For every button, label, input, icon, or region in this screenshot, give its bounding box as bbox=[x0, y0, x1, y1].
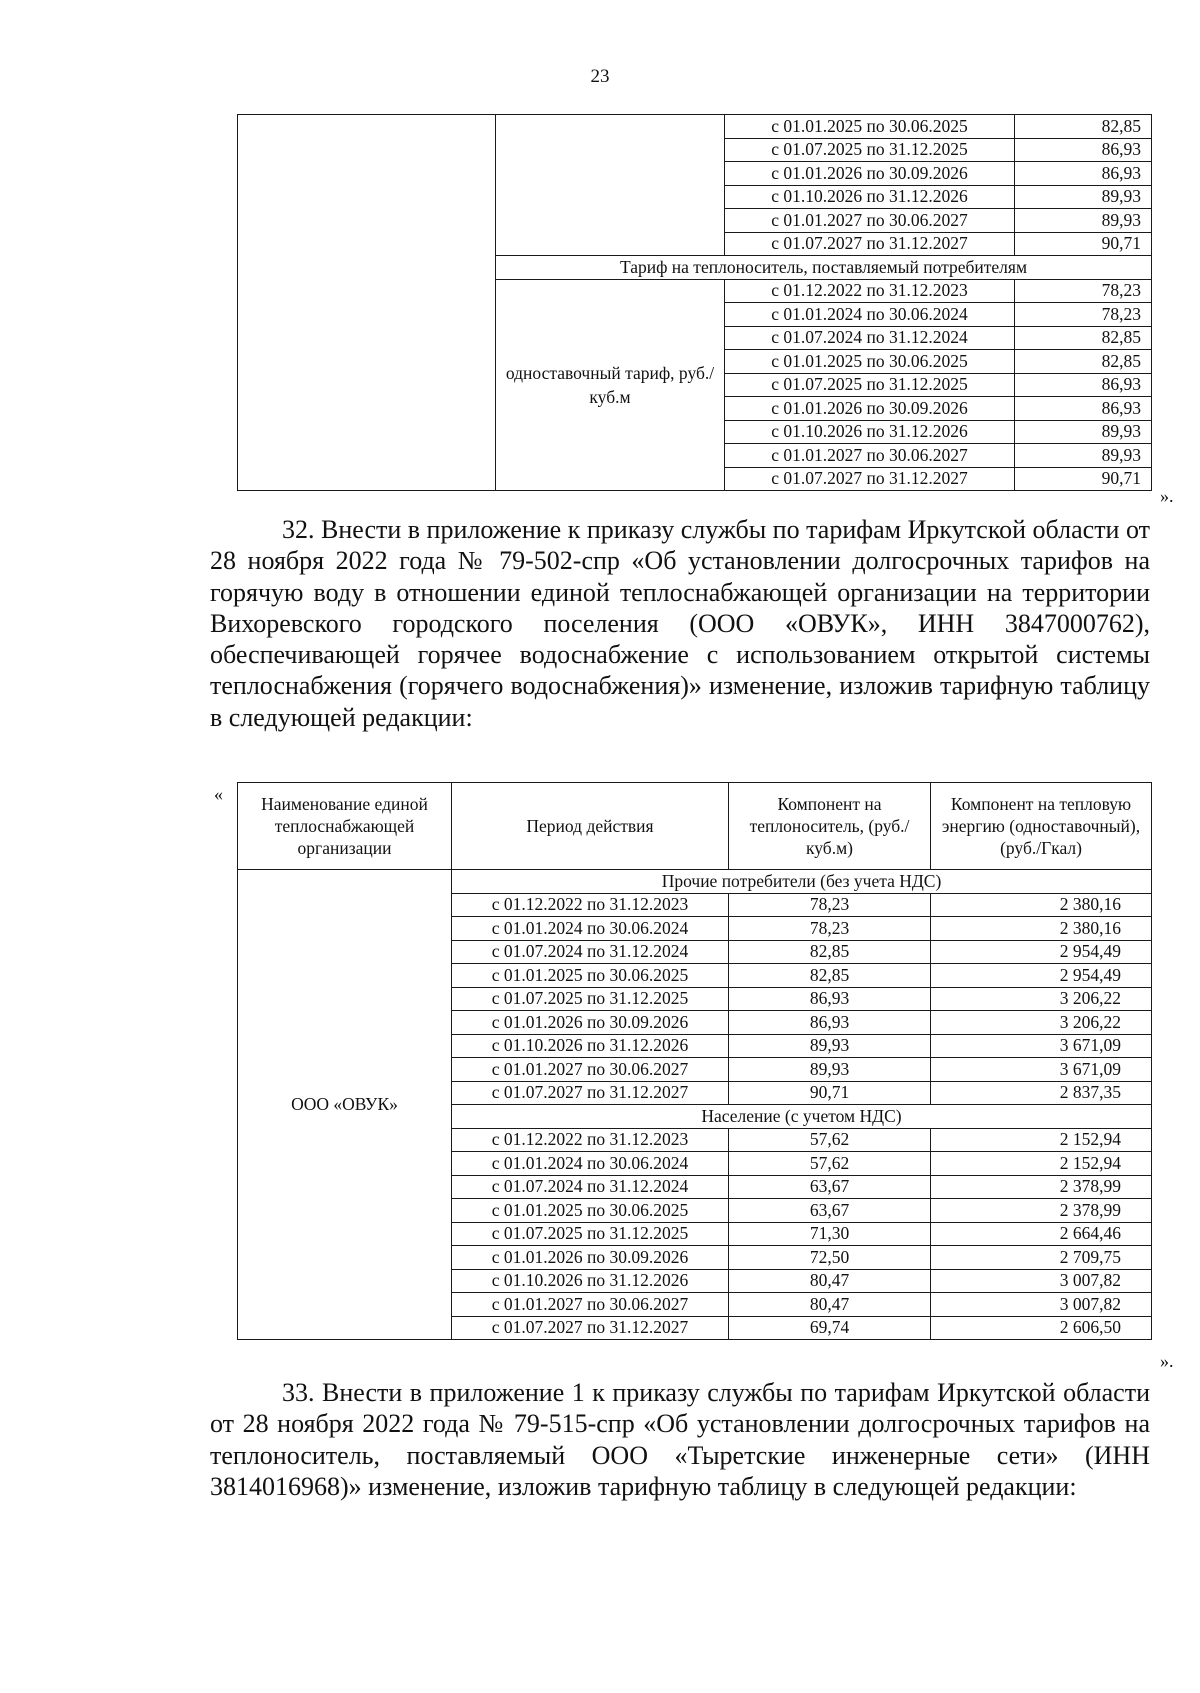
carrier-cell: 57,62 bbox=[729, 1128, 931, 1152]
value-cell: 78,23 bbox=[1015, 279, 1152, 303]
period-cell: с 01.12.2022 по 31.12.2023 bbox=[452, 1128, 729, 1152]
value-cell: 78,23 bbox=[1015, 303, 1152, 327]
energy-cell: 3 206,22 bbox=[931, 1011, 1152, 1035]
carrier-cell: 80,47 bbox=[729, 1269, 931, 1293]
paragraph-32-text: 32. Внести в приложение к приказу службы по тарифам Иркутской области от 28 ноября 2022 года № 79-502-спр «Об установлении долгосрочных тарифов на горячую воду в отношении единой теплоснабжающей организации на территории Вихоревского городского поселения (ООО «ОВУК», ИНН 3847000762), обеспечивающей горячее водоснабжение с использованием открытой системы теплоснабжения (горячего водоснабжения)» изменение, изложив тарифную таблицу в следующей редакции: bbox=[210, 515, 1150, 732]
paragraph-33-text: 33. Внести в приложение 1 к приказу службы по тарифам Иркутской области от 28 ноября 2022 года № 79-515-спр «Об установлении долгосрочных тарифов на теплоноситель, поставляемый ООО «Тыретские инженерные сети» (ИНН 3814016968)» изменение, изложив тарифную таблицу в следующей редакции: bbox=[210, 1378, 1150, 1501]
energy-cell: 3 007,82 bbox=[931, 1269, 1152, 1293]
energy-cell: 3 007,82 bbox=[931, 1293, 1152, 1317]
period-cell: с 01.01.2026 по 30.09.2026 bbox=[452, 1246, 729, 1270]
period-cell: с 01.07.2025 по 31.12.2025 bbox=[725, 138, 1015, 162]
period-cell: с 01.07.2024 по 31.12.2024 bbox=[725, 326, 1015, 350]
value-cell: 82,85 bbox=[1015, 115, 1152, 139]
energy-cell: 2 709,75 bbox=[931, 1246, 1152, 1270]
energy-cell: 2 664,46 bbox=[931, 1222, 1152, 1246]
value-cell: 86,93 bbox=[1015, 373, 1152, 397]
row-empty-org bbox=[238, 115, 496, 491]
value-cell: 90,71 bbox=[1015, 467, 1152, 491]
carrier-cell: 89,93 bbox=[729, 1058, 931, 1082]
carrier-cell: 57,62 bbox=[729, 1152, 931, 1176]
energy-cell: 2 606,50 bbox=[931, 1316, 1152, 1340]
energy-cell: 2 380,16 bbox=[931, 893, 1152, 917]
carrier-cell: 89,93 bbox=[729, 1034, 931, 1058]
period-cell: с 01.10.2026 по 31.12.2026 bbox=[725, 185, 1015, 209]
value-cell: 89,93 bbox=[1015, 185, 1152, 209]
period-cell: с 01.01.2024 по 30.06.2024 bbox=[452, 917, 729, 941]
period-cell: с 01.01.2025 по 30.06.2025 bbox=[452, 964, 729, 988]
period-cell: с 01.01.2027 по 30.06.2027 bbox=[452, 1293, 729, 1317]
energy-cell: 2 380,16 bbox=[931, 917, 1152, 941]
energy-cell: 2 378,99 bbox=[931, 1199, 1152, 1223]
value-cell: 82,85 bbox=[1015, 326, 1152, 350]
period-cell: с 01.01.2024 по 30.06.2024 bbox=[725, 303, 1015, 327]
value-cell: 89,93 bbox=[1015, 209, 1152, 233]
group-title-other: Прочие потребители (без учета НДС) bbox=[452, 870, 1152, 894]
period-cell: с 01.01.2027 по 30.06.2027 bbox=[452, 1058, 729, 1082]
period-cell: с 01.01.2026 по 30.09.2026 bbox=[452, 1011, 729, 1035]
header-period: Период действия bbox=[452, 783, 729, 870]
table2-opening-mark: « bbox=[214, 784, 223, 804]
value-cell: 89,93 bbox=[1015, 444, 1152, 468]
energy-cell: 2 152,94 bbox=[931, 1128, 1152, 1152]
carrier-cell: 82,85 bbox=[729, 964, 931, 988]
table1-closing-mark: ». bbox=[1160, 486, 1174, 506]
carrier-cell: 90,71 bbox=[729, 1081, 931, 1105]
period-cell: с 01.10.2026 по 31.12.2026 bbox=[452, 1034, 729, 1058]
energy-cell: 2 954,49 bbox=[931, 940, 1152, 964]
carrier-cell: 86,93 bbox=[729, 1011, 931, 1035]
period-cell: с 01.01.2026 по 30.09.2026 bbox=[725, 397, 1015, 421]
header-org: Наименование единой теплоснабжающей организации bbox=[238, 783, 452, 870]
value-cell: 89,93 bbox=[1015, 420, 1152, 444]
period-cell: с 01.07.2027 по 31.12.2027 bbox=[725, 232, 1015, 256]
period-cell: с 01.07.2025 по 31.12.2025 bbox=[452, 987, 729, 1011]
energy-cell: 2 837,35 bbox=[931, 1081, 1152, 1105]
value-cell: 90,71 bbox=[1015, 232, 1152, 256]
table-row bbox=[238, 115, 1152, 139]
energy-cell: 3 671,09 bbox=[931, 1034, 1152, 1058]
period-cell: с 01.01.2024 по 30.06.2024 bbox=[452, 1152, 729, 1176]
energy-cell: 2 152,94 bbox=[931, 1152, 1152, 1176]
org-name: ООО «ОВУК» bbox=[238, 870, 452, 1340]
period-cell: с 01.07.2027 по 31.12.2027 bbox=[452, 1081, 729, 1105]
hot-water-tariff-table bbox=[237, 782, 1152, 1340]
tariff-table-continuation bbox=[237, 114, 1152, 491]
energy-cell: 2 378,99 bbox=[931, 1175, 1152, 1199]
carrier-cell: 80,47 bbox=[729, 1293, 931, 1317]
group-row bbox=[238, 870, 1152, 894]
carrier-cell: 78,23 bbox=[729, 917, 931, 941]
section-title: Тариф на теплоноситель, поставляемый потребителям bbox=[496, 256, 1152, 280]
group-title-population: Население (с учетом НДС) bbox=[452, 1105, 1152, 1129]
period-cell: с 01.01.2025 по 30.06.2025 bbox=[452, 1199, 729, 1223]
carrier-cell: 82,85 bbox=[729, 940, 931, 964]
period-cell: с 01.12.2022 по 31.12.2023 bbox=[725, 279, 1015, 303]
period-cell: с 01.01.2025 по 30.06.2025 bbox=[725, 350, 1015, 374]
period-cell: с 01.07.2027 по 31.12.2027 bbox=[452, 1316, 729, 1340]
energy-cell: 3 671,09 bbox=[931, 1058, 1152, 1082]
carrier-cell: 72,50 bbox=[729, 1246, 931, 1270]
energy-cell: 2 954,49 bbox=[931, 964, 1152, 988]
paragraph-33 bbox=[210, 1377, 1150, 1502]
period-cell: с 01.10.2026 по 31.12.2026 bbox=[725, 420, 1015, 444]
period-cell: с 01.12.2022 по 31.12.2023 bbox=[452, 893, 729, 917]
carrier-cell: 86,93 bbox=[729, 987, 931, 1011]
value-cell: 86,93 bbox=[1015, 138, 1152, 162]
period-cell: с 01.07.2027 по 31.12.2027 bbox=[725, 467, 1015, 491]
carrier-cell: 78,23 bbox=[729, 893, 931, 917]
tariff-type-label: одноставочный тариф, руб./куб.м bbox=[496, 279, 725, 491]
value-cell: 86,93 bbox=[1015, 397, 1152, 421]
header-energy: Компонент на тепловую энергию (одноставочный), (руб./Гкал) bbox=[931, 783, 1152, 870]
period-cell: с 01.01.2025 по 30.06.2025 bbox=[725, 115, 1015, 139]
page-number: 23 bbox=[590, 66, 610, 87]
row-empty-type bbox=[496, 115, 725, 256]
period-cell: с 01.07.2024 по 31.12.2024 bbox=[452, 940, 729, 964]
value-cell: 82,85 bbox=[1015, 350, 1152, 374]
period-cell: с 01.01.2026 по 30.09.2026 bbox=[725, 162, 1015, 186]
period-cell: с 01.07.2024 по 31.12.2024 bbox=[452, 1175, 729, 1199]
period-cell: с 01.01.2027 по 30.06.2027 bbox=[725, 209, 1015, 233]
table2-closing-mark: ». bbox=[1160, 1351, 1174, 1371]
energy-cell: 3 206,22 bbox=[931, 987, 1152, 1011]
period-cell: с 01.10.2026 по 31.12.2026 bbox=[452, 1269, 729, 1293]
period-cell: с 01.07.2025 по 31.12.2025 bbox=[452, 1222, 729, 1246]
paragraph-32 bbox=[210, 514, 1150, 733]
header-carrier: Компонент на теплоноситель, (руб./куб.м) bbox=[729, 783, 931, 870]
carrier-cell: 69,74 bbox=[729, 1316, 931, 1340]
carrier-cell: 63,67 bbox=[729, 1175, 931, 1199]
carrier-cell: 63,67 bbox=[729, 1199, 931, 1223]
period-cell: с 01.07.2025 по 31.12.2025 bbox=[725, 373, 1015, 397]
period-cell: с 01.01.2027 по 30.06.2027 bbox=[725, 444, 1015, 468]
carrier-cell: 71,30 bbox=[729, 1222, 931, 1246]
value-cell: 86,93 bbox=[1015, 162, 1152, 186]
